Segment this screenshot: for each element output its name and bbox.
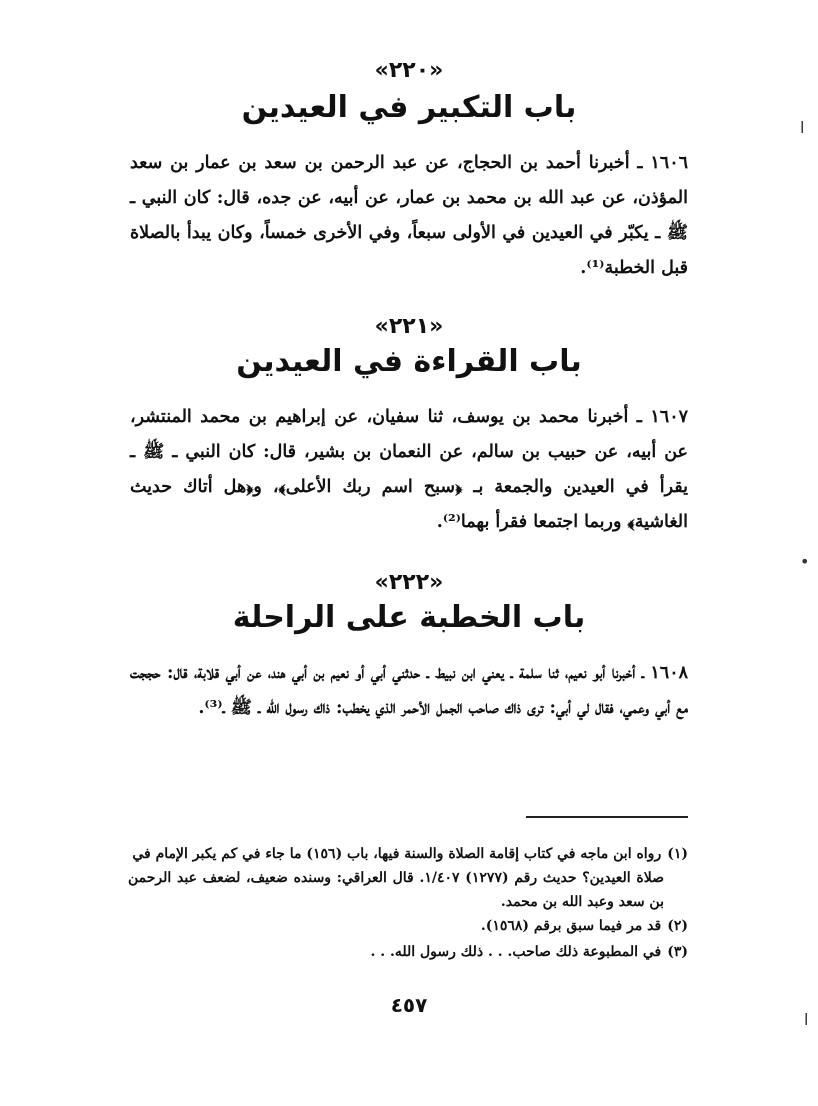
chapter-heading: باب التكبير في العيدين [241, 90, 577, 125]
footnote-marker: (١) [667, 846, 688, 862]
page-number: ٤٥٧ [390, 993, 428, 1017]
footnote-text: في المطبوعة ذلك صاحب. . . ذلك رسول الله. . . [370, 944, 662, 960]
hadith-paragraph: ١٦٠٦ ـ أخبرنا أحمد بن الحجاج، عن عبد الرحمن بن سعد بن عمار بن سعد المؤذن، عن عبد الله بن محمد بن عمار، عن أبيه، عن جده، قال: كان النبي ـ ﷺ ـ يكبّر في العيدين في الأولى سبعاً، وفي الأخرى خمساً، وكان يبدأ بالصلاة قبل الخطبة⁽¹⁾. [130, 153, 688, 278]
scan-mark: ا [800, 118, 805, 137]
footnote-marker: (٢) [667, 918, 688, 934]
chapter-number: «٢٢١» [374, 314, 444, 339]
scan-mark: ا [804, 1010, 809, 1029]
footnote [128, 914, 688, 938]
footnote [128, 940, 688, 964]
chapter-number: «٢٢٢» [374, 570, 444, 595]
hadith-paragraph: ١٦٠٨ ـ أخبرنا أبو نعيم، ثنا سلمة ـ يعني ابن نبيط ـ حدثني أبي أو نعيم بن أبي هند، عن أبي قلابة، قال: حججت مع أبي وعمي، فقال لي أبي: ترى ذاك صاحب الجمل الأحمر الذي يخطب: ذاك رسول الله ـ ﷺ ـ⁽³⁾. [130, 663, 688, 718]
footnote-divider [526, 816, 688, 818]
footnote-text: رواه ابن ماجه في كتاب إقامة الصلاة والسنة فيها، باب (١٥٦) ما جاء في كم يكبر الإمام في [132, 846, 662, 862]
footnote [128, 842, 688, 914]
scan-mark: • [800, 552, 810, 571]
footnote-continuation: صلاة العيدين؟ حديث رقم (١٢٧٧) ١/٤٠٧. قال العراقي: وسنده ضعيف، لضعف عبد الرحمن بن سعد وعبد الله بن محمد. [128, 870, 664, 910]
chapter-number: «٢٢٠» [374, 58, 444, 83]
chapter-heading: باب الخطبة على الراحلة [232, 600, 586, 635]
footnote-text: قد مر فيما سبق برقم (١٥٦٨). [480, 918, 662, 934]
hadith-paragraph: ١٦٠٧ ـ أخبرنا محمد بن يوسف، ثنا سفيان، عن إبراهيم بن محمد المنتشر، عن أبيه، عن حبيب بن سالم، عن النعمان بن بشير، قال: كان النبي ـ ﷺ ـ يقرأ في العيدين والجمعة بـ ﴿سبح اسم ربك الأعلى﴾، و﴿هل أتاك حديث الغاشية﴾ وربما اجتمعا فقرأ بهما⁽²⁾. [130, 407, 688, 532]
footnote-marker: (٣) [667, 944, 688, 960]
chapter-heading: باب القراءة في العيدين [236, 344, 582, 379]
